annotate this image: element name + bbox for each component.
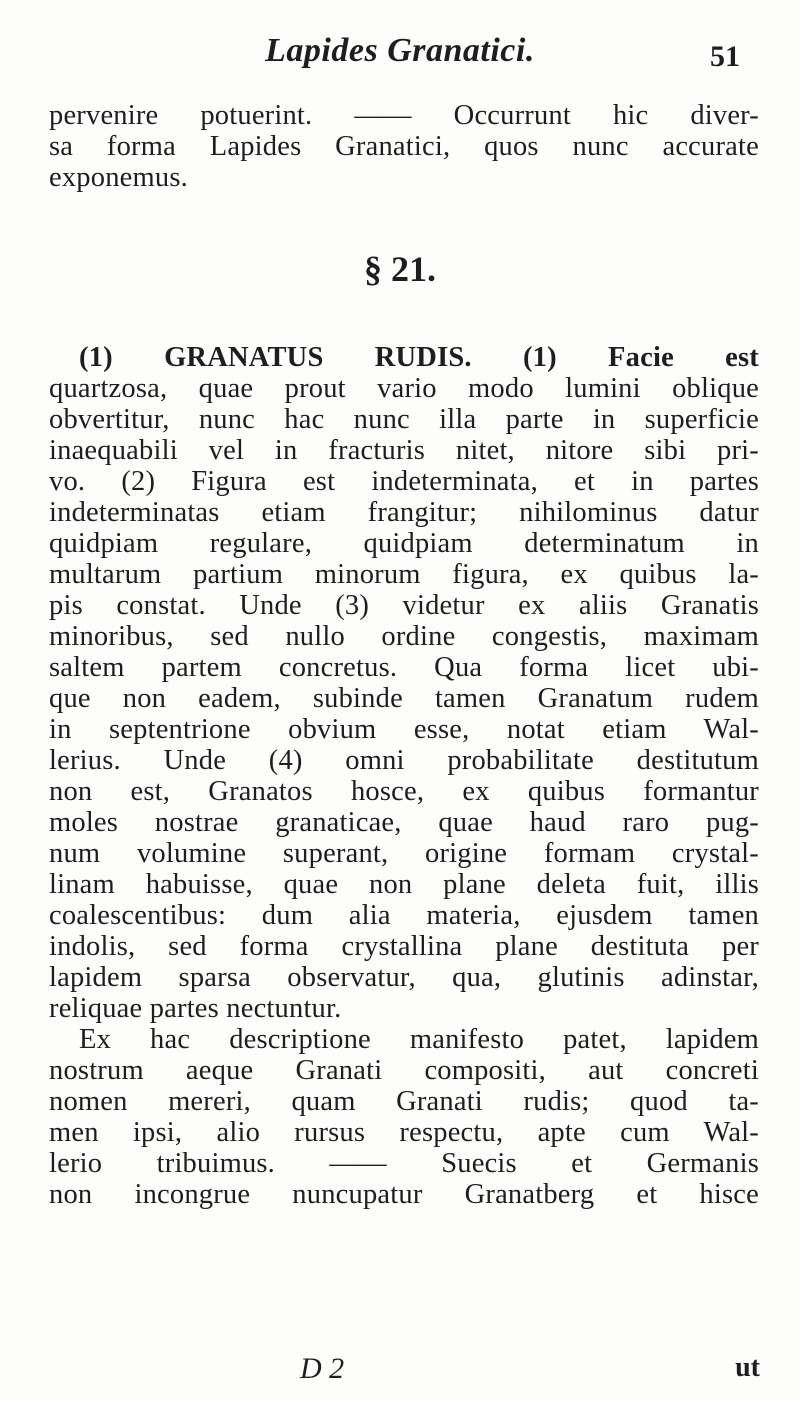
text-line: in septentrione obvium esse, notat etiam Wal- [49,714,759,745]
text-line: moles nostrae granaticae, quae haud raro pug- [49,807,759,838]
text-line: saltem partem concretus. Qua forma licet ubi- [49,652,759,683]
text-line: coalescentibus: dum alia materia, ejusdem tamen [49,900,759,931]
text-line: multarum partium minorum figura, ex quibus la- [49,559,759,590]
main-paragraph [49,342,759,1210]
text-line: inaequabili vel in fracturis nitet, nitore sibi pri- [49,435,759,466]
text-line: quidpiam regulare, quidpiam determinatum in [49,528,759,559]
text-line: men ipsi, alio rursus respectu, apte cum Wal- [49,1117,759,1148]
text-line: lapidem sparsa observatur, qua, glutinis adinstar, [49,962,759,993]
text-line: indolis, sed forma crystallina plane destituta per [49,931,759,962]
text-line: non est, Granatos hosce, ex quibus formantur [49,776,759,807]
intro-paragraph [49,100,759,193]
text-line: quartzosa, quae prout vario modo lumini oblique [49,373,759,404]
text-line: obvertitur, nunc hac nunc illa parte in superficie [49,404,759,435]
running-head [100,18,740,78]
text-line: pis constat. Unde (3) videtur ex aliis Granatis [49,590,759,621]
text-line: vo. (2) Figura est indeterminata, et in partes [49,466,759,497]
text-line: exponemus. [49,162,188,193]
catchword: ut [735,1352,760,1383]
text-line: Ex hac descriptione manifesto patet, lapidem [79,1024,759,1055]
signature-mark: D 2 [300,1352,345,1385]
text-line: nomen mereri, quam Granati rudis; quod ta- [49,1086,759,1117]
text-line: linam habuisse, quae non plane deleta fuit, illis [49,869,759,900]
text-line: non incongrue nuncupatur Granatberg et hisce [49,1179,759,1210]
running-title: Lapides Granatici. [265,32,535,69]
text-line: lerius. Unde (4) omni probabilitate destitutum [49,745,759,776]
section-heading: § 21. [364,249,436,289]
text-line: pervenire potuerint. —— Occurrunt hic diver- [49,100,759,131]
text-line: nostrum aeque Granati compositi, aut concreti [49,1055,759,1086]
page-number: 51 [710,40,740,73]
text-line: minoribus, sed nullo ordine congestis, maximam [49,621,759,652]
text-line: reliquae partes nectuntur. [49,993,342,1024]
text-line: lerio tribuimus. —— Suecis et Germanis [49,1148,759,1179]
text-line: que non eadem, subinde tamen Granatum rudem [49,683,759,714]
text-line: num volumine superant, origine formam crystal- [49,838,759,869]
text-line: sa forma Lapides Granatici, quos nunc accurate [49,131,759,162]
text-line: indeterminatas etiam frangitur; nihilominus datur [49,497,759,528]
text-line: (1) GRANATUS RUDIS. (1) Facie est [79,342,759,373]
